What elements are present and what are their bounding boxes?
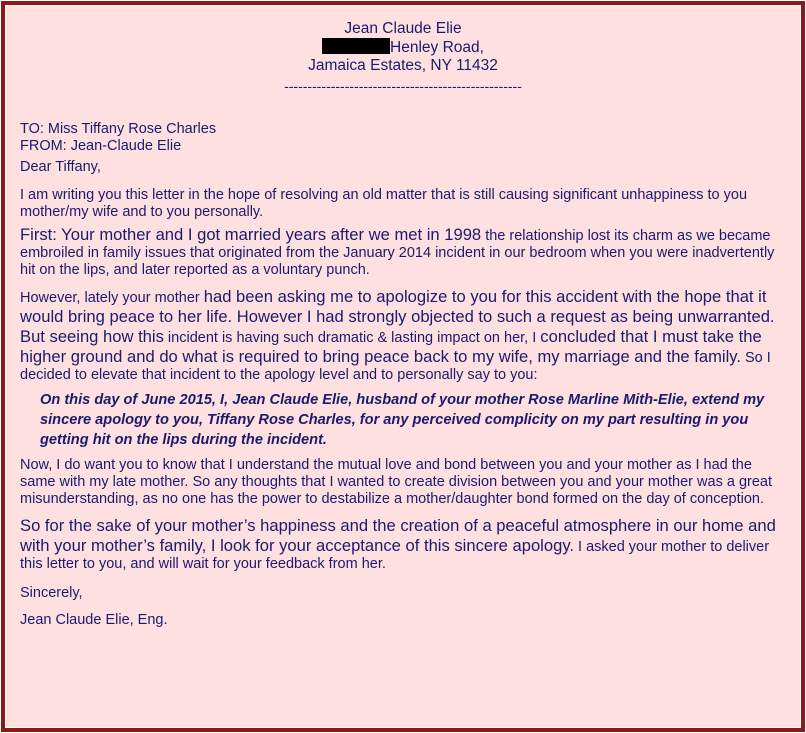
letter-body — [20, 121, 786, 629]
paragraph-5-lead: So for the sake of your mother’s happiness and the creation of a peaceful atmosphere in our home and with your mother’s family, I look for your acceptance of this sincere apology. — [20, 516, 776, 555]
paragraph-4: Now, I do want you to know that I understand the mutual love and bond between you and your mother as I had the same with my late mother. So any thoughts that I wanted to create division between you and your mother was a great misunderstanding, as no one has the power to destabilize a mother/daughter bond formed on the day of conception. — [20, 457, 772, 507]
paragraph-3-e: So I decided to elevate that incident to the apology level and to personally say to you: — [20, 350, 771, 383]
closing: Sincerely, — [20, 585, 83, 601]
header-divider: --------------------------------------------------- — [284, 78, 522, 94]
sender-name: Jean Claude Elie — [344, 20, 462, 37]
paragraph-1: I am writing you this letter in the hope of resolving an old matter that is still causing significant unhappiness to you mother/my wife and to you personally. — [20, 187, 748, 220]
from-line: FROM: Jean-Claude Elie — [20, 138, 182, 154]
paragraph-3-a: However, lately your mother — [20, 290, 204, 306]
sender-city: Jamaica Estates, NY 11432 — [308, 57, 498, 74]
paragraph-5-rest: I asked your mother to deliver this letter to you, and will wait for your feedback from her. — [20, 539, 770, 572]
to-line: TO: Miss Tiffany Rose Charles — [20, 121, 217, 137]
paragraph-5 — [20, 516, 786, 573]
signature: Jean Claude Elie, Eng. — [20, 612, 168, 628]
paragraph-2-lead: First: Your mother and I got married years after we met in 1998 — [20, 225, 482, 244]
sender-street — [6, 38, 800, 57]
letter-frame — [1, 1, 805, 732]
apology-quote: On this day of June 2015, I, Jean Claude Elie, husband of your mother Rose Marline Mith-Elie, extend my sincere apology to you, Tiffany Rose Charles, for any perceived complicity on my part resulting in you getting hit on the lips during the incident. — [40, 392, 765, 448]
paragraph-3-d: concluded that I must take the higher ground and do what is required to bring peace back to my wife, my marriage and the family. — [20, 327, 762, 366]
salutation: Dear Tiffany, — [20, 159, 101, 175]
redacted-block — [322, 38, 390, 54]
letter-header — [6, 6, 800, 95]
paragraph-2-rest: the relationship lost its charm as we became embroiled in family issues that originated from the January 2014 incident in our bedroom when you were inadvertently hit on the lips, and later reported as a voluntary punch. — [20, 228, 775, 278]
paragraph-2 — [20, 225, 786, 279]
letter-page — [5, 5, 801, 728]
paragraph-3-c: incident is having such dramatic & lasting impact on her, I — [163, 330, 541, 346]
street-text: Henley Road, — [390, 39, 484, 56]
paragraph-3-b: had been asking me to apologize to you for this accident with the hope that it would bring peace to her life. However I had strongly objected to such a request as being unwarranted. But seeing how this — [20, 287, 775, 346]
paragraph-3 — [20, 287, 786, 384]
